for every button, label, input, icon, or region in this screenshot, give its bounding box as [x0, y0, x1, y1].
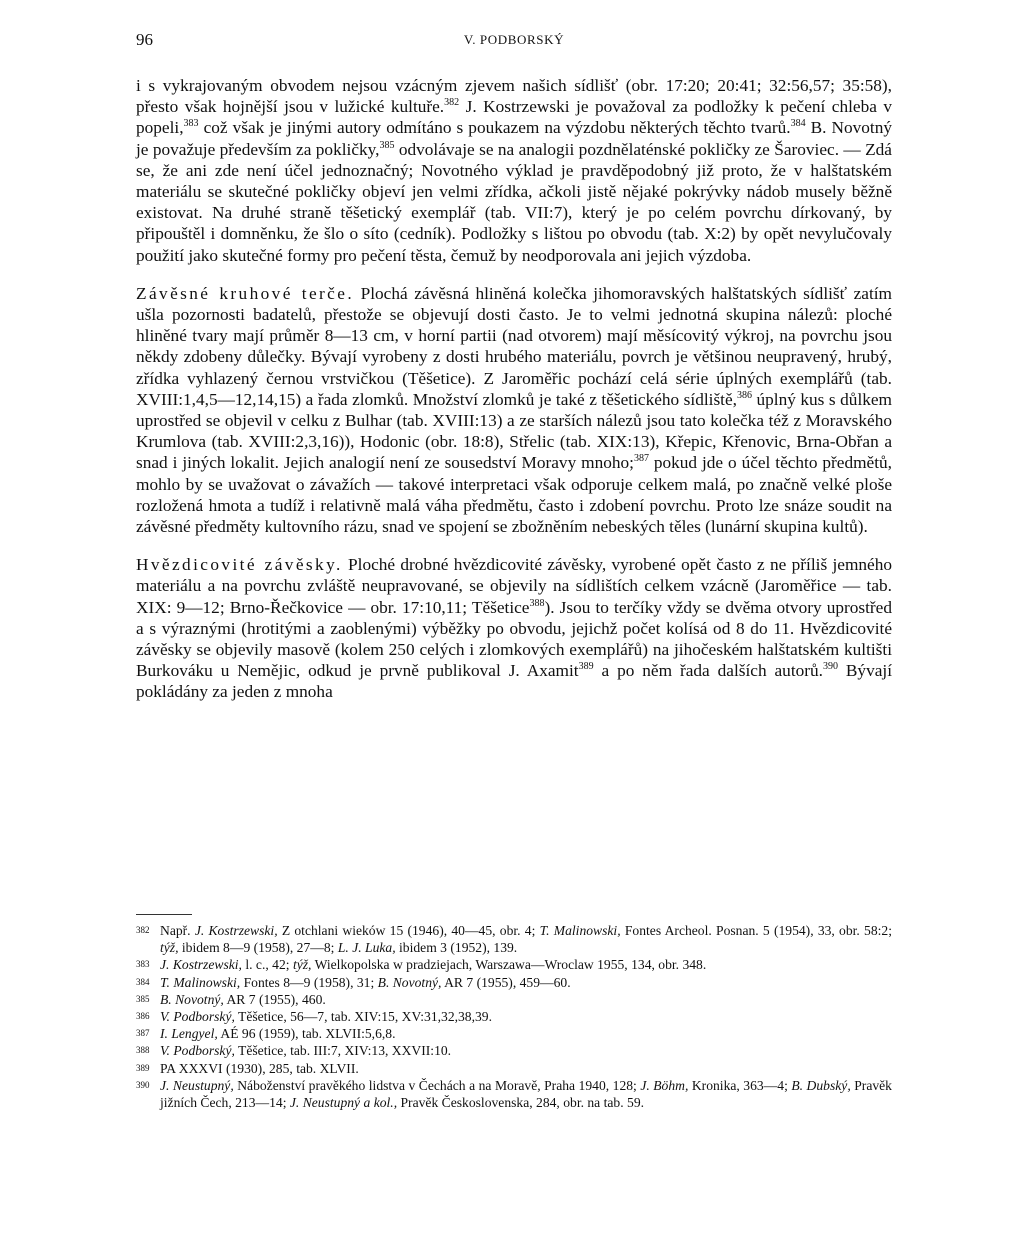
page-number: 96	[136, 30, 153, 49]
author-name: T. Malinowski,	[160, 974, 241, 990]
page-header	[136, 30, 892, 54]
text-run: ibidem 3 (1952), 139.	[395, 940, 518, 956]
text-run: což však je jinými autory odmítáno s poukazem na výzdobu některých těchto tvarů.	[198, 118, 791, 138]
footnote-number: 390	[136, 1079, 150, 1090]
text-run: Bývají pokládány za jeden z mnoha	[136, 661, 892, 702]
author-name: B. Dubský,	[791, 1077, 851, 1093]
author-name: týž,	[292, 957, 312, 973]
text-run: i s vykrajovaným obvodem nejsou vzácným zjevem našich sídlišť (obr. 17:20; 20:41; 32:56,57; 35:58), přesto však hojnější jsou v lužické kultuře.	[136, 76, 892, 117]
text-run: PA XXXVI (1930), 285, tab. XLVII.	[160, 1060, 359, 1076]
text-run: Ploché drobné hvězdicovité závěsky, vyrobené opět často z ne příliš jemného materiálu a na povrchu zvláště neupravované, se objevily na sídlištích celkem vzácně (Jaroměřice — tab. XIX: 9—12; Brno-Řečkovice — obr. 17:10,11; Těšetice	[136, 555, 893, 617]
text-run: AR 7 (1955), 460.	[223, 991, 326, 1007]
footnote-number: 386	[136, 1011, 150, 1022]
author-name: J. Kostrzewski,	[194, 923, 278, 938]
text-run: Plochá závěsná hliněná kolečka jihomoravských halštatských sídlišť zatím ušla pozornosti badatelů, přestože se objevují dosti často. Je to velmi jednotná skupina nálezů: ploché hliněné tvary mají průměr 8—13 cm, v horní partii (nad otvorem) mají měsícovitý výkroj, na povrchu jsou někdy zdobeny důlečky. Bývají vyrobeny z dosti hrubého materiálu, povrch je většinou neupravený, hrubý, zřídka vyhlazený černou vrstvičkou (Těšetice). Z Jaroměřic pochází celá série úplných exemplářů (tab. XVIII:1,4,5—12,14,15) a řada zlomků. Množství zlomků je také z těšetického sídliště,	[136, 283, 892, 409]
footnote-number: 387	[136, 1028, 150, 1039]
text-run: odvolávaje se na analogii pozdnělaténské pokličky ze Šaroviec. — Zdá se, že ani zde není účel jednoznačný; Novotného výklad je pravděpodobný již proto, že v halštatském materiálu se skutečné pokličky objeví jen velmi zřídka, ačkoli jistě nějaké pokrývky nádob musely běžně existovat. Na druhé straně těšetický exemplář (tab. VII:7), který je po celém povrchu dírkovaný, by připouštěl i domněnku, že šlo o síto (cedník). Podložky s lištou po obvodu (tab. X:2) by opět nevylučovaly použití jako skutečné formy pro pečení těsta, čemuž by neodporovala ani jejich výzdoba.	[136, 139, 892, 265]
footnotes	[136, 922, 892, 1111]
text-run: Např.	[160, 923, 195, 938]
text-run: úplný kus s důlkem uprostřed se objevil v celku z Bulhar (tab. XVIII:13) a ze starších nálezů jsou tato kolečka též z Moravského Krumlova (tab. XVIII:2,3,16)), Hodonic (obr. 18:8), Střelic (tab. XIX:13), Křepic, Křenovic, Brna-Obřan a snad i jiných lokalit. Jejich analogií není ze sousedství Moravy mnoho;	[136, 389, 892, 473]
author-name: B. Novotný,	[377, 974, 442, 990]
author-name: J. Kostrzewski,	[160, 957, 242, 973]
text-run: Pravěk jižních Čech, 213—14;	[160, 1077, 892, 1111]
author-name: J. Neustupný,	[160, 1077, 234, 1093]
section-heading: Hvězdicovité závěsky.	[136, 555, 343, 575]
footnote	[136, 956, 892, 973]
section-heading: Závěsné kruhové terče.	[136, 283, 355, 303]
footnote-number: 382	[136, 925, 150, 935]
author-name: B. Novotný,	[160, 991, 224, 1007]
text-run: ibidem 8—9 (1958), 27—8;	[178, 940, 338, 956]
author-name: V. Podborský,	[160, 1009, 235, 1025]
footnote	[136, 991, 892, 1008]
author-name: V. Podborský,	[160, 1043, 235, 1059]
footnote-text	[160, 1009, 492, 1024]
footnote	[136, 974, 892, 991]
paragraph	[136, 554, 892, 702]
author-name: týž,	[160, 940, 179, 956]
author-name: I. Lengyel,	[160, 1026, 218, 1042]
text-run: Fontes Archeol. Posnan. 5 (1954), 33, obr. 58:2;	[620, 923, 892, 938]
text-run: AR 7 (1955), 459—60.	[441, 974, 571, 990]
text-run: Fontes 8—9 (1958), 31;	[240, 974, 378, 990]
footnote-text	[160, 957, 706, 972]
paragraph	[136, 75, 892, 266]
footnote	[136, 1077, 892, 1111]
text-run: pokud jde o účel těchto předmětů, mohlo by se uvažovat o závažích — takové interpretaci však odporuje celkem malá, po značně velké ploše rozložená hmota a tudíž i relativně malá váha předmětu, často i zdobení povrchu. Proto lze snáze soudit na závěsné předměty kultovního rázu, snad ve spojení se zbožněním nebeských těles (lunární skupina kultů).	[136, 453, 892, 537]
running-head: V. PODBORSKÝ	[463, 32, 565, 47]
author-name: L. J. Luka,	[337, 940, 396, 956]
text-run: Wielkopolska w pradziejach, Warszawa—Wroclaw 1955, 134, obr. 348.	[311, 957, 707, 973]
author-name: J. Böhm,	[640, 1077, 689, 1093]
footnote	[136, 1008, 892, 1025]
footnote	[136, 1042, 892, 1059]
footnote-text	[160, 1043, 451, 1058]
text-run: B. Novotný je považuje především za pokličky,	[136, 118, 892, 159]
footnote-reference: 382	[444, 97, 460, 109]
footnote-text	[160, 1061, 359, 1076]
text-run: a po něm řada dalších autorů.	[593, 661, 823, 681]
text-run: Kronika, 363—4;	[688, 1077, 792, 1093]
paragraph	[136, 283, 892, 537]
footnote-text	[160, 992, 326, 1007]
footnote-number: 388	[136, 1045, 150, 1056]
footnote-reference: 386	[736, 390, 752, 402]
footnote-rule	[136, 914, 192, 915]
author-name: J. Neustupný a kol.,	[289, 1095, 398, 1111]
footnote	[136, 1025, 892, 1042]
footnote-reference: 383	[183, 118, 199, 130]
text-run: Pravěk Československa, 284, obr. na tab. 59.	[397, 1095, 645, 1111]
text-run: Z otchlani wieków 15 (1946), 40—45, obr. 4;	[277, 923, 540, 938]
text-run: Náboženství pravěkého lidstva v Čechách a na Moravě, Praha 1940, 128;	[233, 1077, 641, 1093]
footnote-text	[160, 923, 892, 955]
footnote-reference: 384	[790, 118, 806, 130]
footnote-number: 385	[136, 993, 150, 1004]
footnote-reference: 388	[529, 597, 545, 609]
main-text	[136, 75, 892, 703]
text-run: AÉ 96 (1959), tab. XLVII:5,6,8.	[217, 1026, 396, 1042]
footnote-reference: 389	[578, 661, 594, 673]
author-name: T. Malinowski,	[539, 923, 621, 938]
text-run: J. Kostrzewski je považoval za podložky k pečení chleba v popeli,	[136, 97, 893, 138]
footnote-reference: 385	[379, 139, 395, 151]
text-run: Těšetice, tab. III:7, XIV:13, XXVII:10.	[234, 1043, 452, 1059]
footnote-text	[160, 975, 571, 990]
text-run: Těšetice, 56—7, tab. XIV:15, XV:31,32,38,39.	[234, 1009, 492, 1025]
footnote	[136, 922, 892, 956]
footnote-number: 389	[136, 1062, 150, 1073]
footnote-number: 383	[136, 959, 150, 970]
footnote-text	[160, 1026, 395, 1041]
text-run: l. c., 42;	[241, 957, 293, 973]
footnote-reference: 387	[633, 453, 649, 465]
footnote-number: 384	[136, 976, 150, 987]
text-run: ). Jsou to terčíky vždy se dvěma otvory uprostřed a s výraznými (hrotitými a zaoblenými) výběžky po obvodu, jejichž počet kolísá od 8 do 11. Hvězdicovité závěsky se objevily masově (kolem 250 celých i zlomkových exemplářů) na jihočeském halštatském kultišti Burkováku u Nemějic, odkud je prvně publikoval J. Axamit	[136, 597, 892, 681]
footnote-text	[160, 1078, 892, 1110]
footnote-reference: 390	[822, 661, 838, 673]
footnote	[136, 1060, 892, 1077]
